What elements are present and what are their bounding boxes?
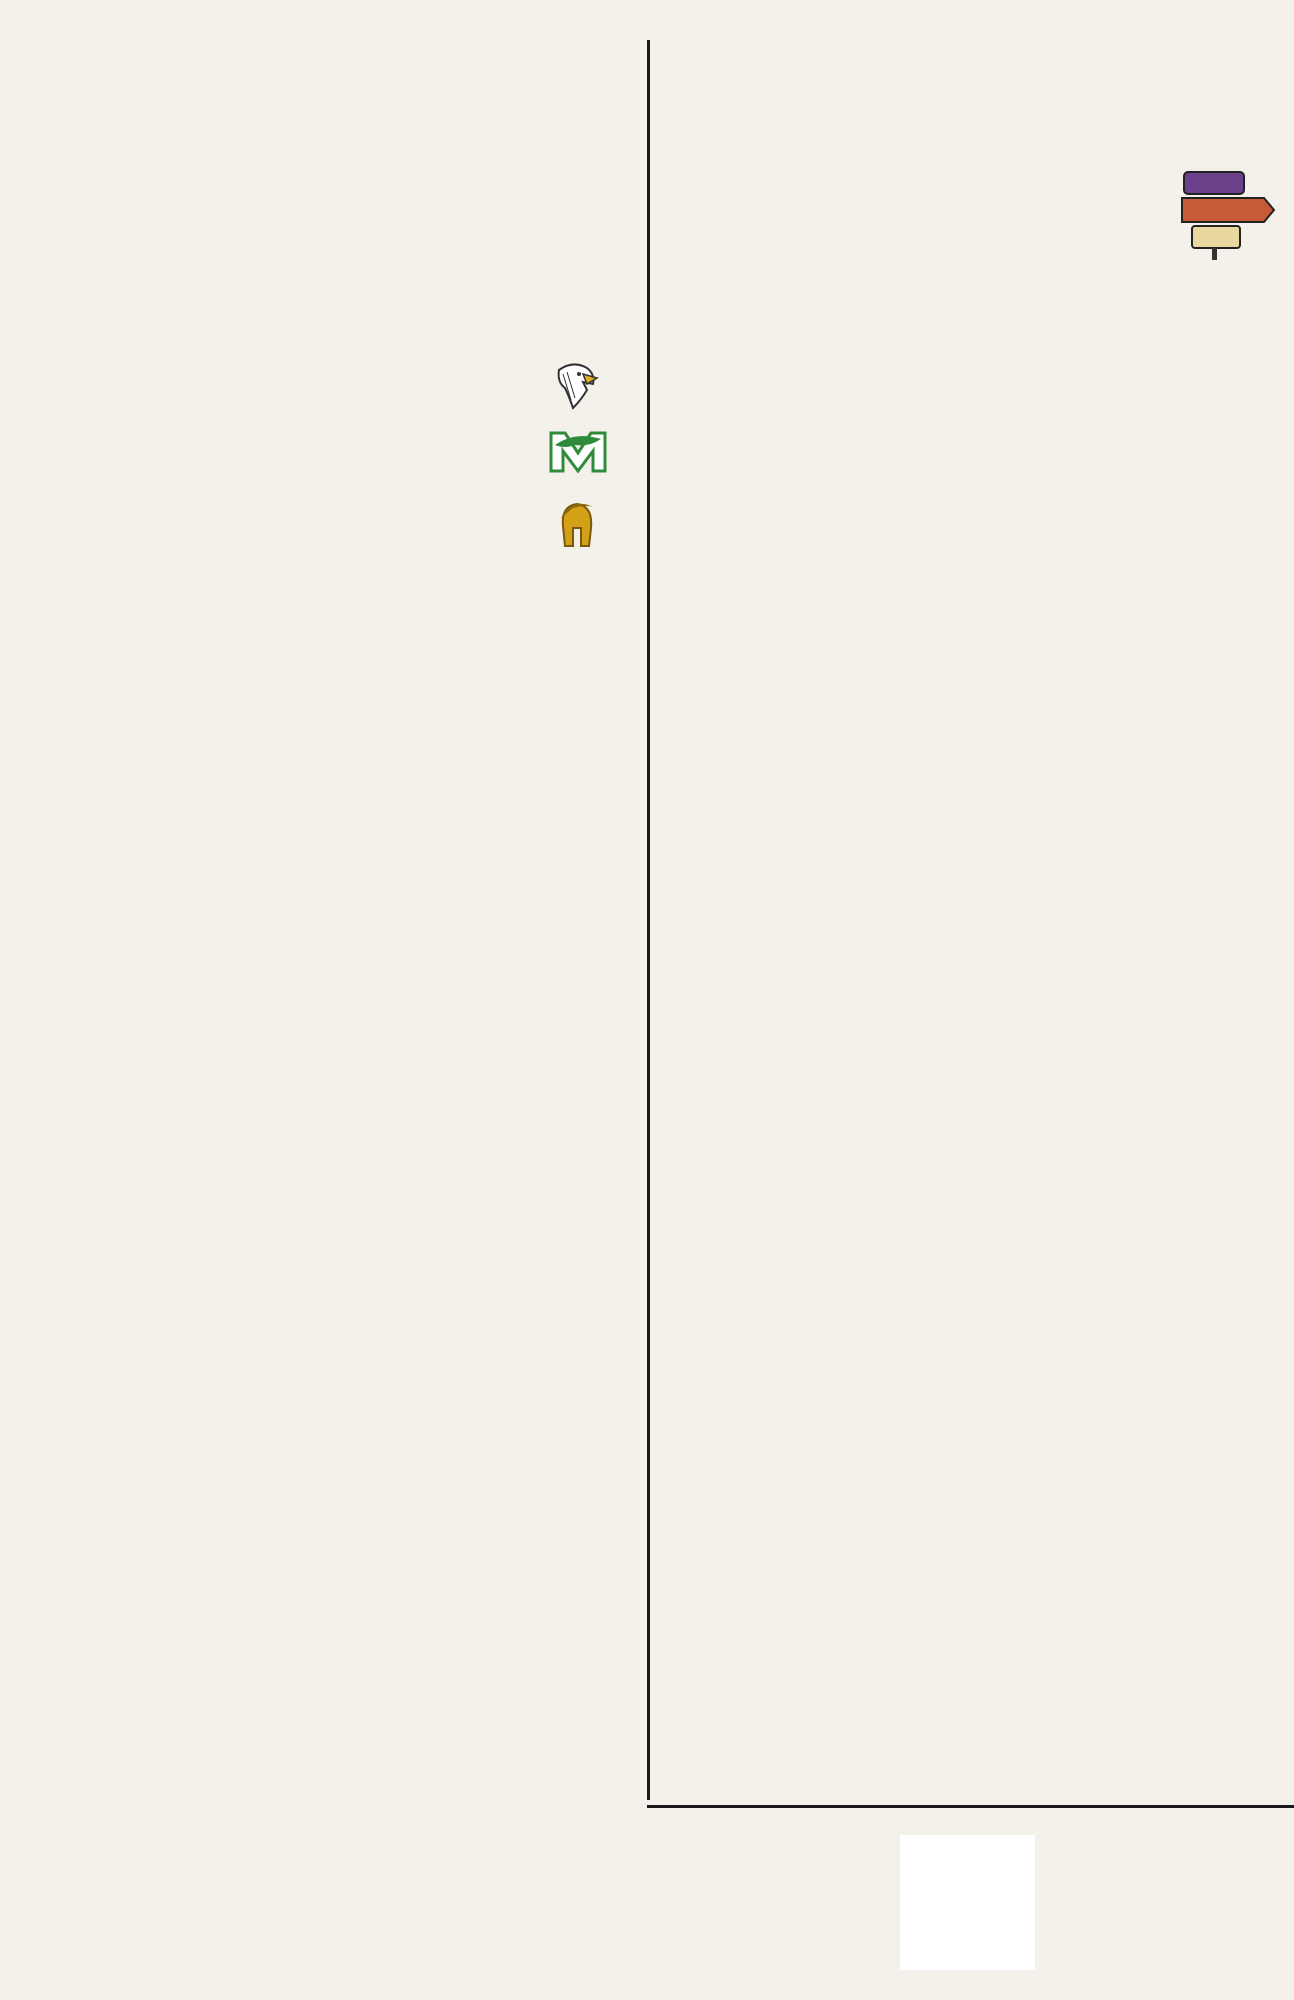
qr-code[interactable]: [900, 1835, 1035, 1970]
qr-code-icon: [906, 1841, 1029, 1964]
mustang-icon: [545, 425, 611, 477]
left-column: [30, 0, 640, 55]
right-column: [665, 0, 1275, 73]
kids-row-1: [665, 30, 1275, 49]
eagle-icon: [553, 360, 599, 410]
diners-drive-ins-dives-sign-icon: [1180, 168, 1276, 260]
column-divider: [647, 40, 650, 1800]
footer-divider: [647, 1805, 1294, 1808]
spartan-helmet-icon: [553, 498, 599, 552]
